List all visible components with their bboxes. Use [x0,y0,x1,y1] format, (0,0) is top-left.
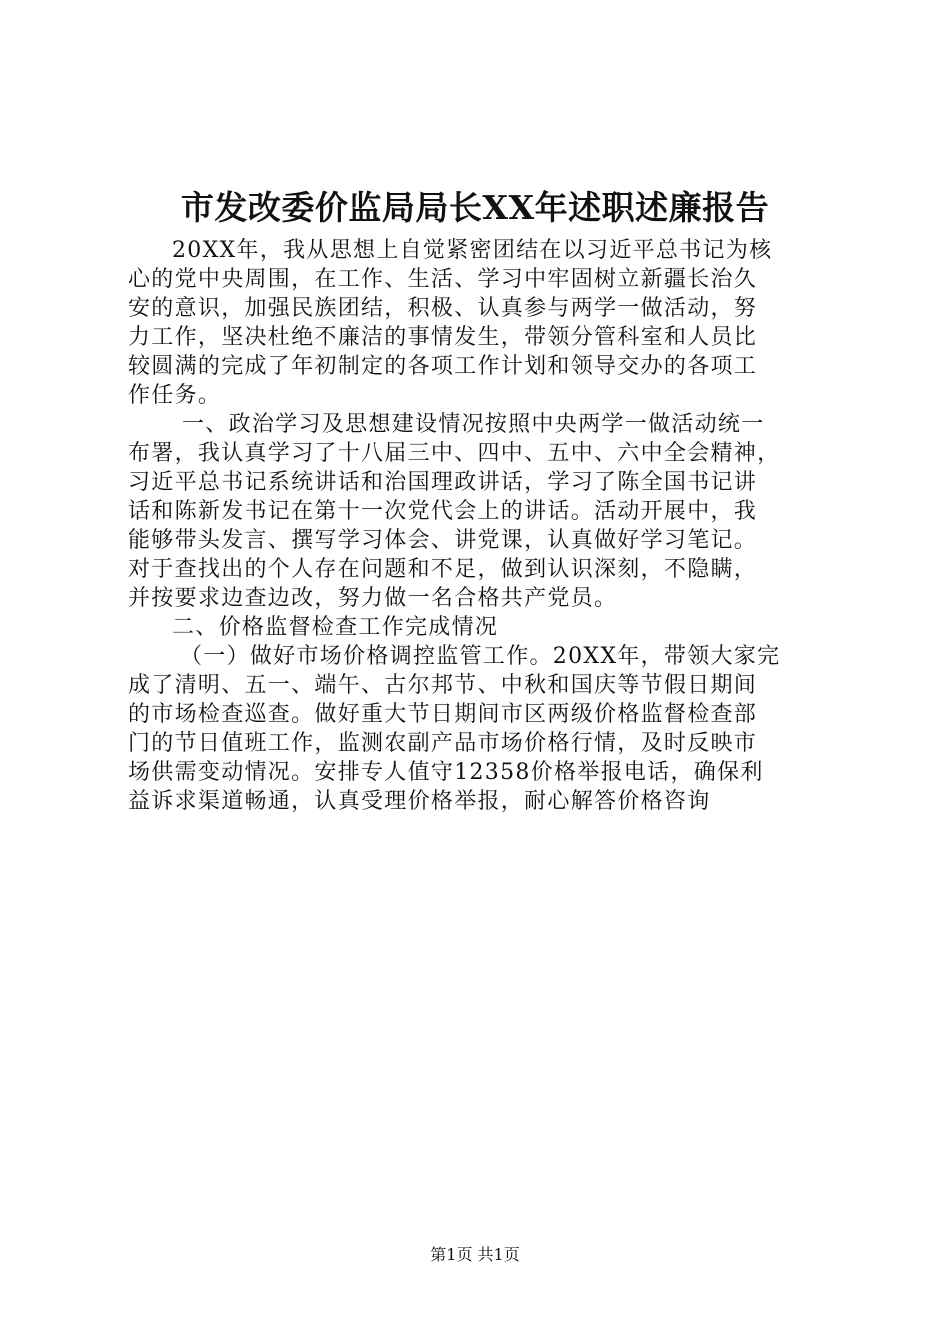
section-heading-line: 二、价格监督检查工作完成情况 [172,615,499,640]
paragraph-line: 场供需变动情况。安排专人值守12358价格举报电话，确保利 [128,760,764,785]
paragraph-line: 作任务。 [128,383,222,408]
paragraph-line: 力工作，坚决杜绝不廉洁的事情发生，带领分管科室和人员比 [128,325,758,350]
paragraph-line: 20XX年，我从思想上自觉紧密团结在以习近平总书记为核 [172,238,773,263]
paragraph-line: 并按要求边查边改，努力做一名合格共产党员。 [128,586,618,611]
page-number: 第1页 共1页 [430,1245,520,1264]
document-title: 市发改委价监局局长XX年述职述廉报告 [180,188,770,227]
section-heading-line: 一、政治学习及思想建设情况按照中央两学一做活动统一 [182,412,765,437]
paragraph-line: 安的意识，加强民族团结，积极、认真参与两学一做活动，努 [128,296,758,321]
paragraph-line: 的市场检查巡查。做好重大节日期间市区两级价格监督检查部 [128,702,758,727]
subsection-heading-line: （一）做好市场价格调控监管工作。20XX年，带领大家完 [180,644,781,669]
paragraph-line: 门的节日值班工作，监测农副产品市场价格行情，及时反映市 [128,731,758,756]
document-body [128,236,828,816]
paragraph-line: 成了清明、五一、端午、古尔邦节、中秋和国庆等节假日期间 [128,673,758,698]
paragraph-line: 较圆满的完成了年初制定的各项工作计划和领导交办的各项工 [128,354,758,379]
paragraph-line: 对于查找出的个人存在问题和不足，做到认识深刻，不隐瞒， [128,557,758,582]
paragraph-line: 益诉求渠道畅通，认真受理价格举报，耐心解答价格咨询 [128,789,711,814]
paragraph-line: 能够带头发言、撰写学习体会、讲党课，认真做好学习笔记。 [128,528,758,553]
paragraph-line: 习近平总书记系统讲话和治国理政讲话，学习了陈全国书记讲 [128,470,758,495]
paragraph-line: 心的党中央周围，在工作、生活、学习中牢固树立新疆长治久 [128,267,758,292]
paragraph-line: 布署，我认真学习了十八届三中、四中、五中、六中全会精神， [128,441,781,466]
paragraph-line: 话和陈新发书记在第十一次党代会上的讲话。活动开展中，我 [128,499,758,524]
